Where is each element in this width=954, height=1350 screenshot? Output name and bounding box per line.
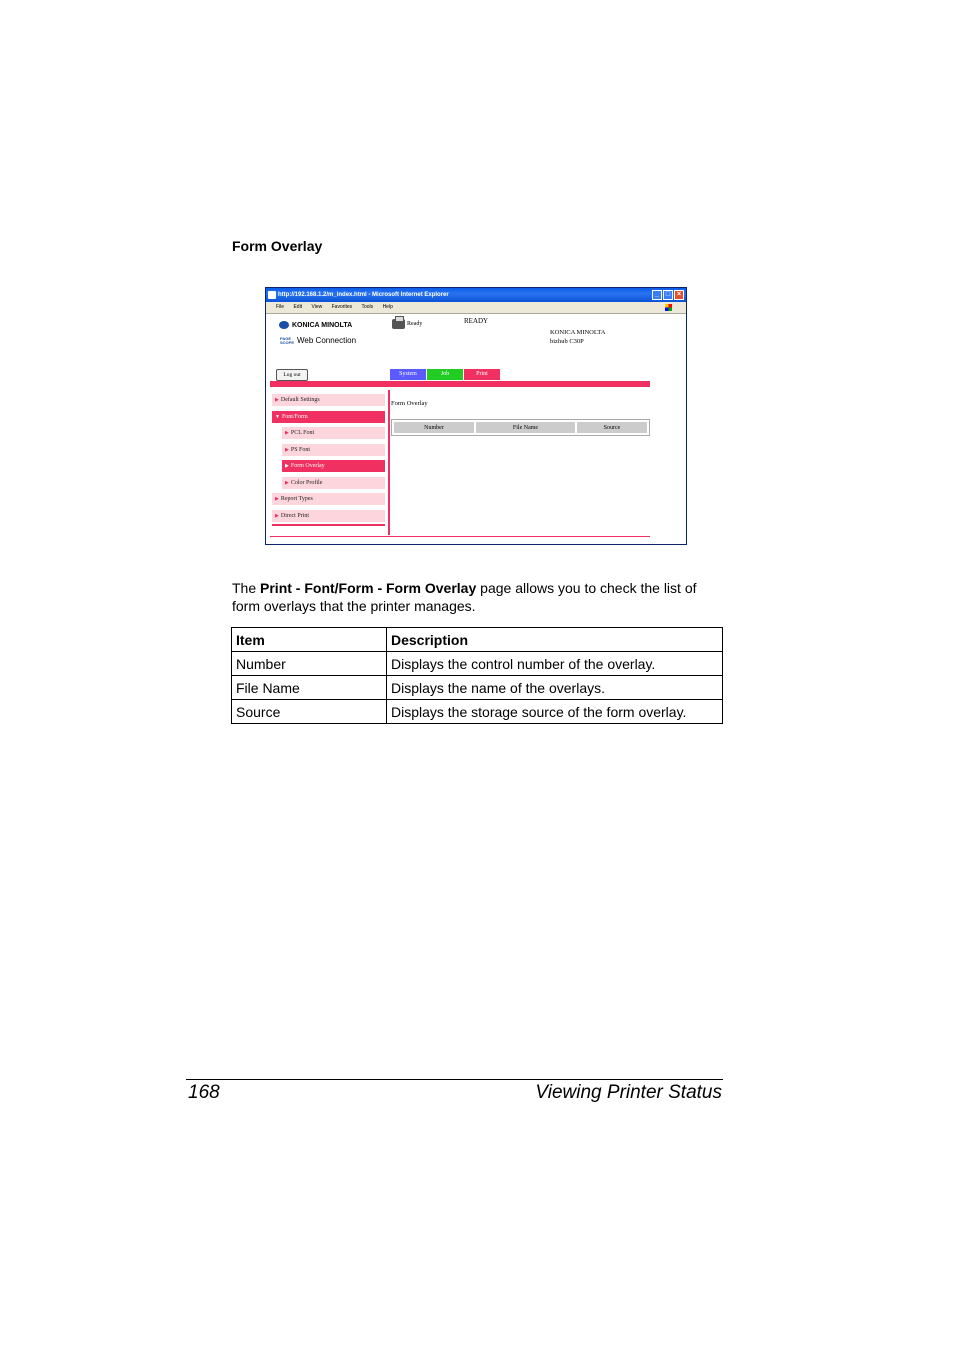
- table-cell: Displays the name of the overlays.: [387, 676, 723, 700]
- page-path: Print - Font/Form - Form Overlay: [260, 580, 477, 596]
- arrow-right-icon: ▶: [285, 480, 289, 486]
- arrow-right-icon: ▶: [275, 398, 279, 403]
- close-button[interactable]: ×: [674, 290, 684, 300]
- column-header-file-name: File Name: [476, 422, 575, 433]
- table-cell: Displays the storage source of the form overlay.: [387, 700, 723, 724]
- sidebar-item-ps-font[interactable]: ▶ PS Font: [282, 444, 385, 456]
- menu-tools[interactable]: Tools: [361, 304, 374, 310]
- browser-titlebar: [266, 288, 686, 302]
- table-row: [232, 700, 723, 724]
- sidebar-item-direct-print[interactable]: ▶ Direct Print: [272, 510, 385, 522]
- pagescope-logo: PAGE SCOPE Web Connection: [280, 335, 357, 345]
- sidebar-item-form-overlay[interactable]: ▶ Form Overlay: [282, 460, 385, 472]
- section-heading: Form Overlay: [232, 238, 323, 254]
- sidebar-item-pcl-font[interactable]: ▶ PCL Font: [282, 427, 385, 439]
- table-cell: File Name: [232, 676, 387, 700]
- windows-flag-icon: [665, 304, 672, 311]
- minimize-button[interactable]: _: [652, 290, 662, 300]
- maximize-button[interactable]: □: [663, 290, 673, 300]
- description-paragraph: The Print - Font/Form - Form Overlay page allows you to check the list of form overlays that the printer manages.: [232, 580, 697, 614]
- main-tabs: [390, 369, 500, 380]
- table-cell: Number: [232, 652, 387, 676]
- menu-file[interactable]: File: [276, 304, 285, 310]
- column-header-number: Number: [394, 422, 474, 433]
- column-header-item: Item: [232, 628, 387, 652]
- browser-menubar: [266, 302, 686, 314]
- page-title: Form Overlay: [391, 400, 428, 407]
- arrow-right-icon: ▶: [285, 464, 289, 469]
- arrow-right-icon: ▶: [275, 497, 279, 502]
- printer-icon: [392, 319, 405, 329]
- menu-favorites[interactable]: Favorites: [331, 304, 353, 310]
- ie-icon: [268, 291, 276, 299]
- tab-job[interactable]: Job: [427, 369, 463, 380]
- footer-divider: [270, 536, 650, 537]
- tab-print[interactable]: Print: [464, 369, 500, 380]
- table-row: [232, 652, 723, 676]
- arrow-down-icon: ▼: [275, 414, 280, 420]
- arrow-right-icon: ▶: [285, 447, 289, 453]
- sidebar-nav: [272, 394, 385, 526]
- overlay-table: [391, 419, 650, 436]
- globe-icon: [279, 321, 289, 329]
- sidebar-item-default-settings[interactable]: ▶ Default Settings: [272, 394, 385, 406]
- item-description-table: [231, 627, 723, 724]
- menu-view[interactable]: View: [311, 304, 323, 310]
- logout-button[interactable]: Log out: [276, 369, 308, 381]
- table-row: [232, 676, 723, 700]
- footer-rule: [186, 1079, 723, 1080]
- table-header-row: [232, 628, 723, 652]
- status-text: READY: [464, 317, 489, 325]
- arrow-right-icon: ▶: [285, 431, 289, 436]
- browser-title: http://192.168.1.2/m_index.html - Microsoft Internet Explorer: [278, 292, 449, 298]
- model-info: KONICA MINOLTA bizhub C30P: [550, 329, 606, 345]
- sidebar-bottom-divider: [272, 524, 385, 526]
- sidebar-item-color-profile[interactable]: ▶ Color Profile: [282, 477, 385, 489]
- menu-edit[interactable]: Edit: [293, 304, 303, 310]
- header-divider: [270, 381, 650, 387]
- table-cell: Displays the control number of the overlay.: [387, 652, 723, 676]
- tab-system[interactable]: System: [390, 369, 426, 380]
- arrow-right-icon: ▶: [275, 513, 279, 519]
- pagescope-icon: PAGE SCOPE: [280, 335, 295, 345]
- page-number: 168: [188, 1082, 220, 1103]
- column-header-source: Source: [577, 422, 647, 433]
- browser-screenshot: [265, 287, 687, 545]
- printer-status: Ready: [392, 319, 422, 329]
- sidebar-item-font-form[interactable]: ▼ Font/Form: [272, 411, 385, 423]
- column-header-description: Description: [387, 628, 723, 652]
- table-cell: Source: [232, 700, 387, 724]
- konica-minolta-logo: KONICA MINOLTA: [279, 321, 352, 329]
- menu-help[interactable]: Help: [382, 304, 393, 310]
- chapter-title: Viewing Printer Status: [535, 1082, 722, 1103]
- web-page-content: [266, 314, 686, 544]
- sidebar-item-report-types[interactable]: ▶ Report Types: [272, 493, 385, 505]
- sidebar-divider: [388, 390, 390, 535]
